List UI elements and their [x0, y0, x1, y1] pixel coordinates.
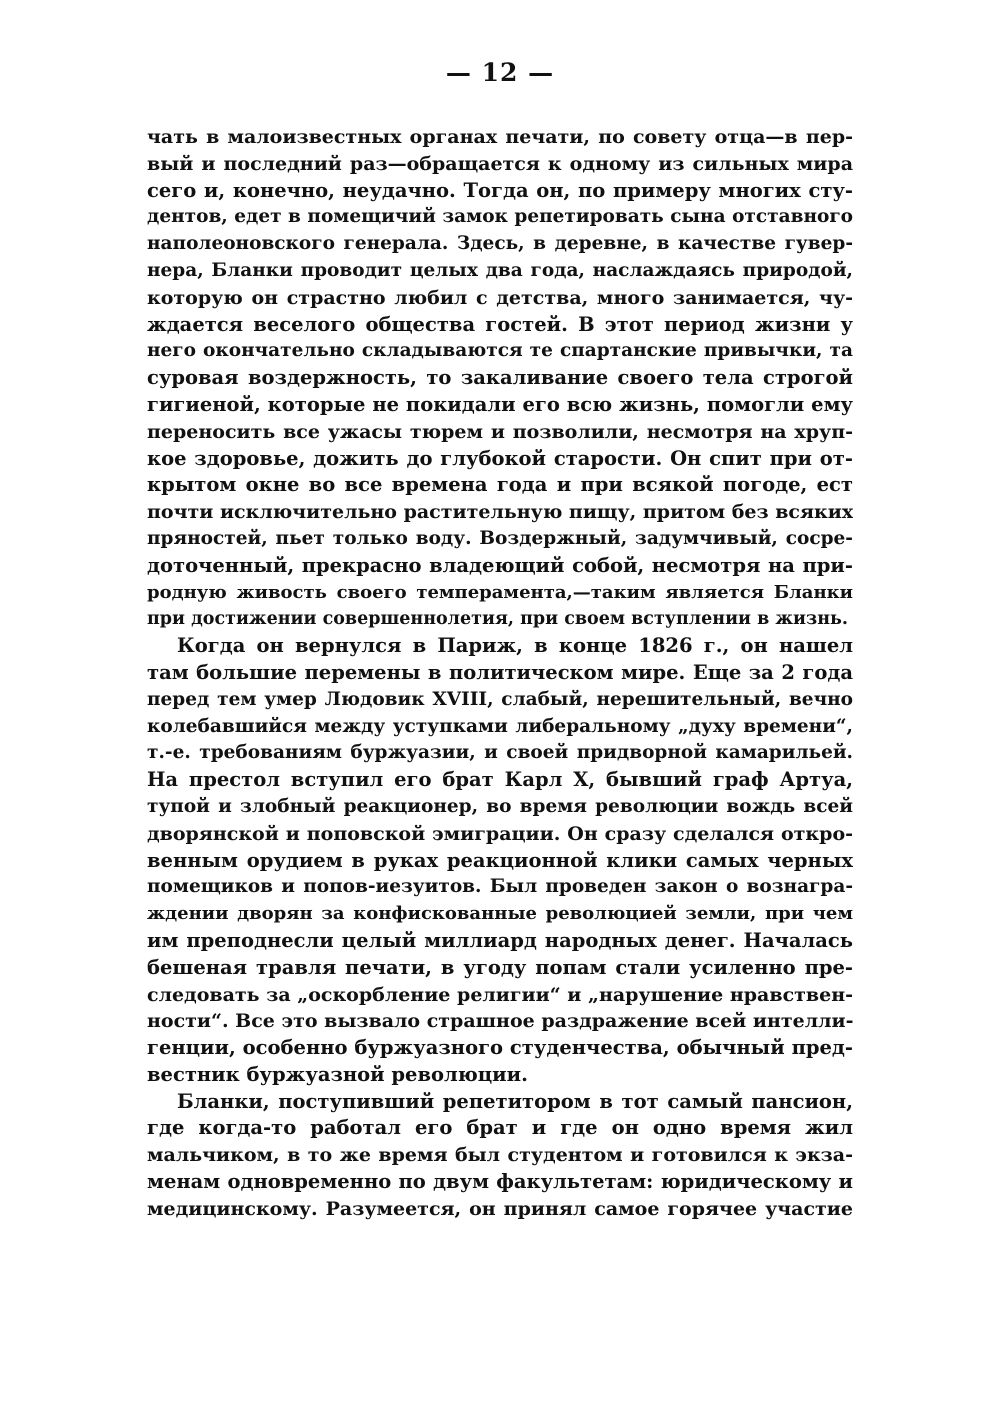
text-line: доточенный, прекрасно владеющий собой, несмотря на при- [147, 553, 853, 577]
text-line: него окончательно складываются те спартанские привычки, та [147, 340, 853, 362]
text-line: вестник буржуазной революции. [147, 1062, 528, 1086]
text-line: Когда он вернулся в Париж, в конце 1826 г., он нашел [177, 634, 853, 658]
text-line: ждении дворян за конфискованные революцией земли, при чем [147, 903, 853, 925]
text-line: дворянской и поповской эмиграции. Он сразу сделался откро- [147, 822, 853, 845]
text-line: мальчиком, в то же время был студентом и готовился к экза- [147, 1144, 853, 1167]
text-line: помещиков и попов-иезуитов. Был проведен закон о вознагра- [147, 876, 853, 898]
text-line: почти исключительно растительную пищу, притом без всяких [147, 501, 853, 524]
text-line: венным орудием в руках реакционной клики самых черных [147, 848, 853, 872]
text-line: при достижении совершеннолетия, при своем вступлении в жизнь. [147, 609, 848, 630]
text-line: где когда-то работал его брат и где он одно время жил [147, 1116, 853, 1140]
text-line: пряностей, пьет только воду. Воздержный, задумчивый, сосре- [147, 527, 853, 549]
text-line: вый и последний раз—обращается к одному из сильных мира [147, 152, 853, 175]
text-line: менам одновременно по двум факультетам: юридическому и [147, 1170, 853, 1194]
text-line: суровая воздержность, то закаливание своего тела строгой [147, 366, 853, 390]
text-line: т.-е. требованиям буржуазии, и своей придворной камарильей. [147, 742, 853, 764]
text-line: колебавшийся между уступками либеральному „духу времени“, [147, 715, 853, 737]
text-line: наполеоновского генерала. Здесь, в деревне, в качестве гувер- [147, 233, 853, 255]
text-line: ности“. Все это вызвало страшное раздражение всей интелли- [147, 1010, 853, 1033]
text-line: кое здоровье, дожить до глубокой старости. Он спит при от- [147, 446, 853, 470]
text-line: им преподнесли целый миллиард народных денег. Началась [147, 928, 853, 952]
text-line: которую он страстно любил с детства, много занимается, чу- [147, 286, 853, 309]
text-line: сего и, конечно, неудачно. Тогда он, по примеру многих сту- [147, 178, 853, 202]
text-line: ждается веселого общества гостей. В этот период жизни у [147, 312, 853, 336]
text-line: родную живость своего темперамента,—таким является Бланки [147, 581, 853, 603]
text-line: Бланки, поступивший репетитором в тот самый пансион, [177, 1089, 853, 1113]
text-line: тупой и злобный реакционер, во время революции вождь всей [147, 795, 853, 817]
page-number: — 12 — [445, 58, 555, 87]
text-line: дентов, едет в помещичий замок репетировать сына отставного [147, 206, 853, 228]
text-line: перед тем умер Людовик XVIII, слабый, нерешительный, вечно [147, 688, 853, 710]
text-line: переносить все ужасы тюрем и позволили, несмотря на хруп- [147, 420, 853, 443]
text-line: нера, Бланки проводит целых два года, наслаждаясь природой, [147, 259, 853, 281]
text-line: бешеная травля печати, в угоду попам стали усиленно пре- [147, 955, 853, 979]
text-line: На престол вступил его брат Карл X, бывший граф Артуа, [147, 768, 853, 792]
text-line: там большие перемены в политическом мире. Еще за 2 года [147, 660, 853, 684]
body-text [147, 124, 853, 1223]
text-line: следовать за „оскорбление религии“ и „нарушение нравствен- [147, 983, 853, 1006]
text-line: крытом окне во все времена года и при всякой погоде, ест [147, 473, 853, 497]
text-line: чать в малоизвестных органах печати, по совету отца—в пер- [147, 126, 853, 148]
text-line: генции, особенно буржуазного студенчества, обычный пред- [147, 1036, 853, 1060]
text-line: медицинскому. Разумеется, он принял самое горячее участие [147, 1197, 853, 1220]
text-line: гигиеной, которые не покидали его всю жизнь, помогли ему [147, 392, 853, 416]
